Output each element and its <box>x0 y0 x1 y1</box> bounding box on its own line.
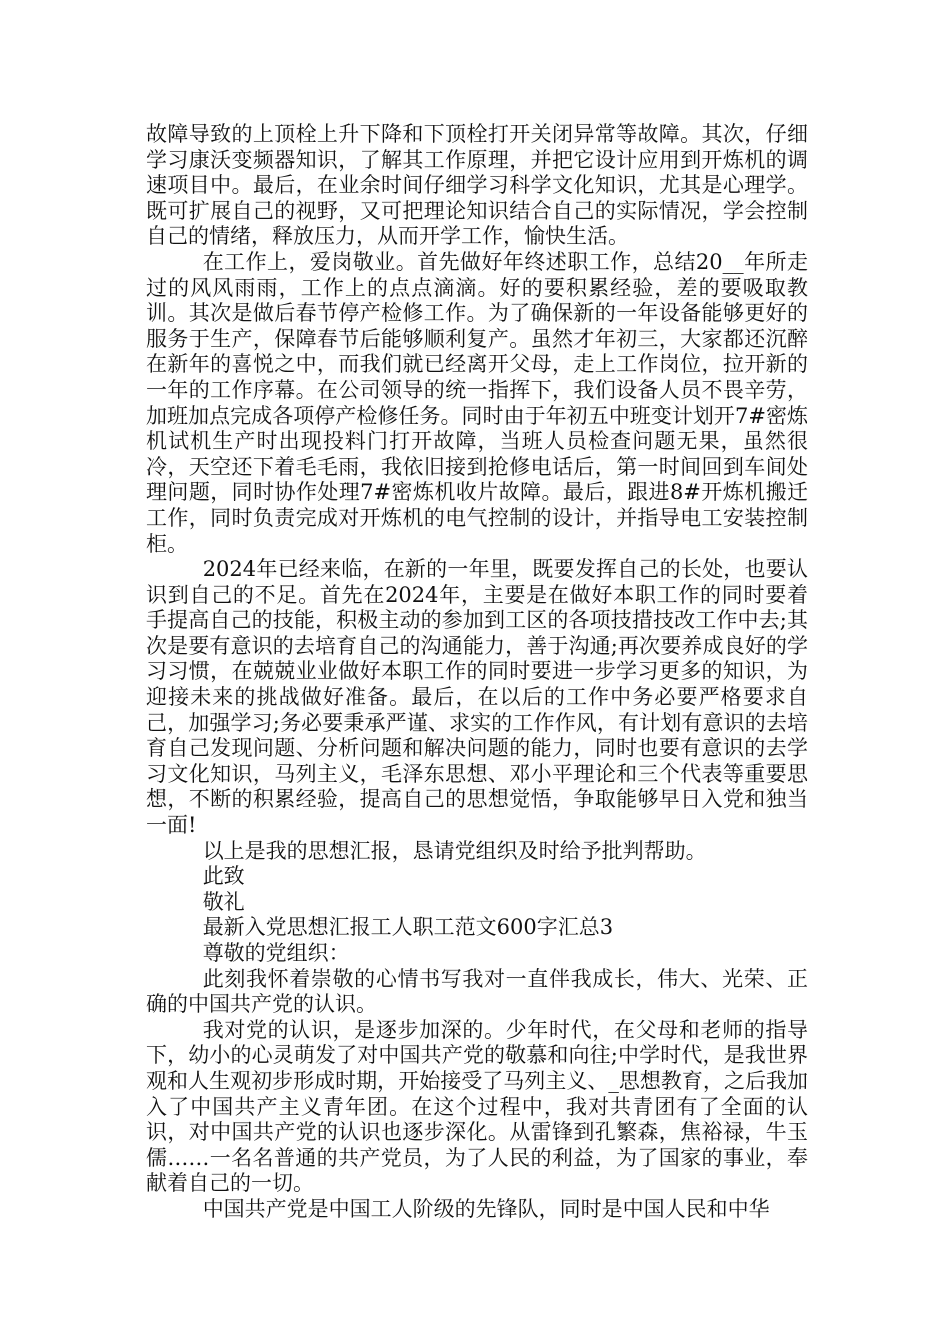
paragraph-1: 故障导致的上顶栓上升下降和下顶栓打开关闭异常等故障。其次，仔细学习康沃变频器知识，了解其工作原理，并把它设计应用到开炼机的调速项目中。最后，在业余时间仔细学习科学文化知识，尤其是心理学。既可扩展自己的视野，又可把理论知识结合自己的实际情况，学会控制自己的情绪，释放压力，从而开学工作，愉快生活。 <box>146 122 808 249</box>
paragraph-3: 2024年已经来临，在新的一年里，既要发挥自己的长处，也要认识到自己的不足。首先在2024年，主要是在做好本职工作的同时要着手提高自己的技能，积极主动的参加到工区的各项技措技改工作中去;其次是要有意识的去培育自己的沟通能力，善于沟通;再次要养成良好的学习习惯，在兢兢业业做好本职工作的同时要进一步学习更多的知识，为迎接未来的挑战做好准备。最后，在以后的工作中务必要严格要求自己，加强学习;务必要秉承严谨、求实的工作作风，有计划有意识的去培育自己发现问题、分析问题和解决问题的能力，同时也要有意识的去学习文化知识，马列主义，毛泽东思想、邓小平理论和三个代表等重要思想，不断的积累经验，提高自己的思想觉悟，争取能够早日入党和独当一面! <box>146 557 808 838</box>
paragraph-11: 中国共产党是中国工人阶级的先锋队，同时是中国人民和中华 <box>202 1196 770 1221</box>
document-page <box>146 122 808 1223</box>
paragraph-2: 在工作上，爱岗敬业。首先做好年终述职工作，总结20__年所走过的风风雨雨，工作上的点点滴滴。好的要积累经验，差的要吸取教训。其次是做后春节停产检修工作。为了确保新的一年设备能够更好的服务于生产，保障春节后能够顺利复产。虽然才年初三，大家都还沉醉在新年的喜悦之中，而我们就已经离开父母，走上工作岗位，拉开新的一年的工作序幕。在公司领导的统一指挥下，我们设备人员不畏辛劳，加班加点完成各项停产检修任务。同时由于年初五中班变计划开7#密炼机试机生产时出现投料门打开故障，当班人员检查问题无果，虽然很冷，天空还下着毛毛雨，我依旧接到抢修电话后，第一时间回到车间处理问题，同时协作处理7#密炼机收片故障。最后，跟进8#开炼机搬迁工作，同时负责完成对开炼机的电气控制的设计，并指导电工安装控制柜。 <box>146 249 808 556</box>
paragraph-4: 以上是我的思想汇报，恳请党组织及时给予批判帮助。 <box>202 838 707 863</box>
closing-salutation: 此致 <box>202 864 245 889</box>
paragraph-9: 此刻我怀着崇敬的心情书写我对一直伴我成长，伟大、光荣、正确的中国共产党的认识。 <box>146 966 808 1017</box>
paragraph-10: 我对党的认识，是逐步加深的。少年时代，在父母和老师的指导下，幼小的心灵萌发了对中国共产党的敬慕和向往;中学时代，是我世界观和人生观初步形成时期，开始接受了马列主义、_思想教育，之后我加入了中国共产主义青年团。在这个过程中，我对共青团有了全面的认识，对中国共产党的认识也逐步深化。从雷锋到孔繁森，焦裕禄，牛玉儒……一名名普通的共产党员，为了人民的利益，为了国家的事业，奉献着自己的一切。 <box>146 1017 808 1196</box>
closing-respect: 敬礼 <box>202 889 245 914</box>
section-title: 最新入党思想汇报工人职工范文600字汇总3 <box>202 915 614 940</box>
greeting: 尊敬的党组织： <box>202 941 350 965</box>
